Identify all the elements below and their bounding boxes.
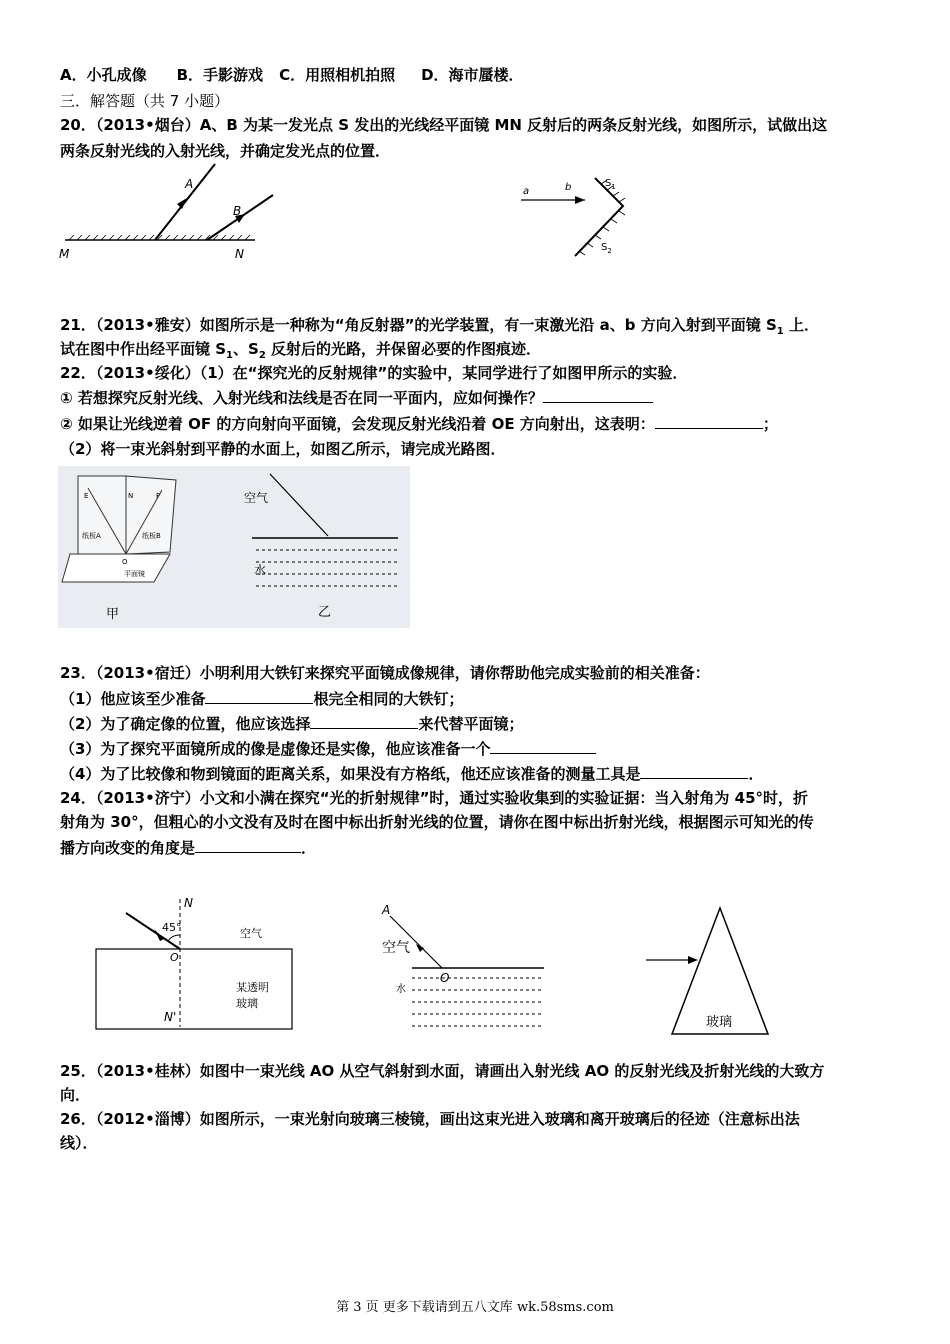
label-angle: 45° [162, 921, 182, 934]
label-medium-1: 某透明 [236, 981, 269, 994]
answer-blank[interactable] [490, 739, 596, 754]
q21-line1: 21．（2013•雅安）如图所示是一种称为“角反射器”的光学装置，有一束激光沿 a、b 方向入射到平面镜 $S_1$ 上． [60, 316, 819, 337]
arrow-a-icon [177, 198, 187, 209]
caption-yi: 乙 [318, 605, 332, 620]
label-a: a [523, 186, 530, 197]
section-title: 三．解答题（共 7 小题） [60, 92, 230, 110]
label-mirror: 平面镜 [124, 570, 145, 578]
board-b [126, 476, 176, 554]
q24-line1: 24．（2013•济宁）小文和小满在探究“光的折射规律”时，通过实验收集到的实验证据：当入射角为 45°时，折 [60, 789, 809, 807]
label-air: 空气 [240, 927, 262, 940]
q21-figure [515, 170, 635, 270]
label-water: 水 [396, 984, 406, 995]
q21-line2: 试在图中作出经平面镜 $S_1$、$S_2$ 反射后的光路，并保留必要的作图痕迹． [60, 340, 542, 361]
choice-d: D．海市蜃楼． [421, 66, 524, 84]
label-n: N [235, 247, 244, 261]
q26-line2: 线）． [60, 1134, 98, 1152]
plane-mirror [62, 554, 170, 582]
q23-line4: （3）为了探究平面镜所成的像是虚像还是实像，他应该准备一个 [60, 739, 596, 758]
label-s1: $S_1$ [605, 178, 616, 191]
page-footer: 第 3 页 更多下载请到五八文库 wk.58sms.com [336, 1300, 614, 1315]
label-o: O [440, 971, 450, 985]
answer-blank[interactable] [205, 689, 313, 704]
label-b: b [565, 182, 572, 193]
label-n: N [128, 492, 134, 500]
q25-figure [378, 900, 548, 1036]
label-n-prime: N' [164, 1010, 177, 1024]
q20-line2: 两条反射光线的入射光线，并确定发光点的位置． [60, 142, 391, 160]
q24-line2: 射角为 30°，但粗心的小文没有及时在图中标出折射光线的位置，请你在图中标出折射光线，根据图示可知光的传 [60, 813, 814, 831]
q23-line5: （4）为了比较像和物到镜面的距离关系，如果没有方格纸，他还应该准备的测量工具是 ． [60, 765, 764, 783]
answer-blank[interactable] [655, 414, 763, 429]
q22-figure [58, 466, 410, 628]
choice-b: B．手影游戏 [176, 66, 264, 84]
q22-line4: （2）将一束光斜射到平静的水面上，如图乙所示，请完成光路图． [60, 440, 506, 458]
q24-line3: 播方向改变的角度是 ． [60, 839, 317, 857]
angle-arc [168, 935, 180, 941]
label-e: E [84, 492, 89, 500]
answer-blank[interactable] [310, 714, 418, 729]
label-water: 水 [254, 563, 267, 577]
incident-arrow-icon [575, 196, 585, 204]
label-board-b: 纸板B [142, 532, 161, 540]
label-a: A [185, 177, 194, 191]
label-m: M [59, 247, 70, 261]
q22-line3: ② 如果让光线逆着 OF 的方向射向平面镜，会发现反射光线沿着 OE 方向射出，这表明： ； [60, 415, 778, 433]
label-n: N [184, 896, 193, 910]
choice-a: A．小孔成像 [60, 66, 147, 84]
q23-line3: （2）为了确定像的位置，他应该选择 来代替平面镜； [60, 715, 524, 733]
q24-figure [90, 893, 300, 1033]
incident-arrow-icon [688, 956, 698, 964]
q22-line1: 22．（2013•绥化）（1）在“探究光的反射规律”的实验中，某同学进行了如图甲所示的实验． [60, 364, 688, 382]
choice-c: C．用照相机拍照 [279, 66, 396, 84]
q23-line1: 23．（2013•宿迁）小明利用大铁钉来探究平面镜成像规律，请你帮助他完成实验前的相关准备： [60, 664, 710, 682]
q20-figure [55, 160, 275, 270]
q26-figure [640, 904, 780, 1038]
label-board-a: 纸板A [82, 532, 101, 540]
q23-line2: （1）他应该至少准备 根完全相同的大铁钉； [60, 690, 464, 708]
answer-blank[interactable] [195, 838, 301, 853]
label-f: F [156, 492, 161, 500]
label-medium-2: 玻璃 [236, 997, 258, 1010]
label-s2: $S_2$ [601, 242, 612, 255]
label-b: B [233, 204, 242, 218]
caption-jia: 甲 [106, 607, 120, 622]
q25-line2: 向． [60, 1086, 91, 1104]
label-air: 空气 [244, 491, 269, 505]
label-o: O [122, 558, 128, 566]
q25-line1: 25．（2013•桂林）如图中一束光线 AO 从空气斜射到水面，请画出入射光线 AO 的反射光线及折射光线的大致方 [60, 1062, 825, 1080]
answer-blank[interactable] [640, 764, 748, 779]
q22-line2: ① 若想探究反射光线、入射光线和法线是否在同一平面内，应如何操作？ [60, 388, 653, 407]
label-o: O [170, 951, 179, 964]
q20-line1: 20．（2013•烟台）A、B 为某一发光点 S 发出的光线经平面镜 MN 反射后的两条反射光线，如图所示，试做出这 [60, 116, 828, 134]
label-air: 空气 [382, 940, 410, 956]
q26-line1: 26．（2012•淄博）如图所示，一束光射向玻璃三棱镜，画出这束光进入玻璃和离开玻璃后的径迹（注意标出法 [60, 1110, 800, 1128]
answer-blank[interactable] [543, 388, 653, 403]
label-glass: 玻璃 [706, 1015, 733, 1030]
label-a: A [382, 903, 391, 917]
choices-row [60, 66, 524, 84]
